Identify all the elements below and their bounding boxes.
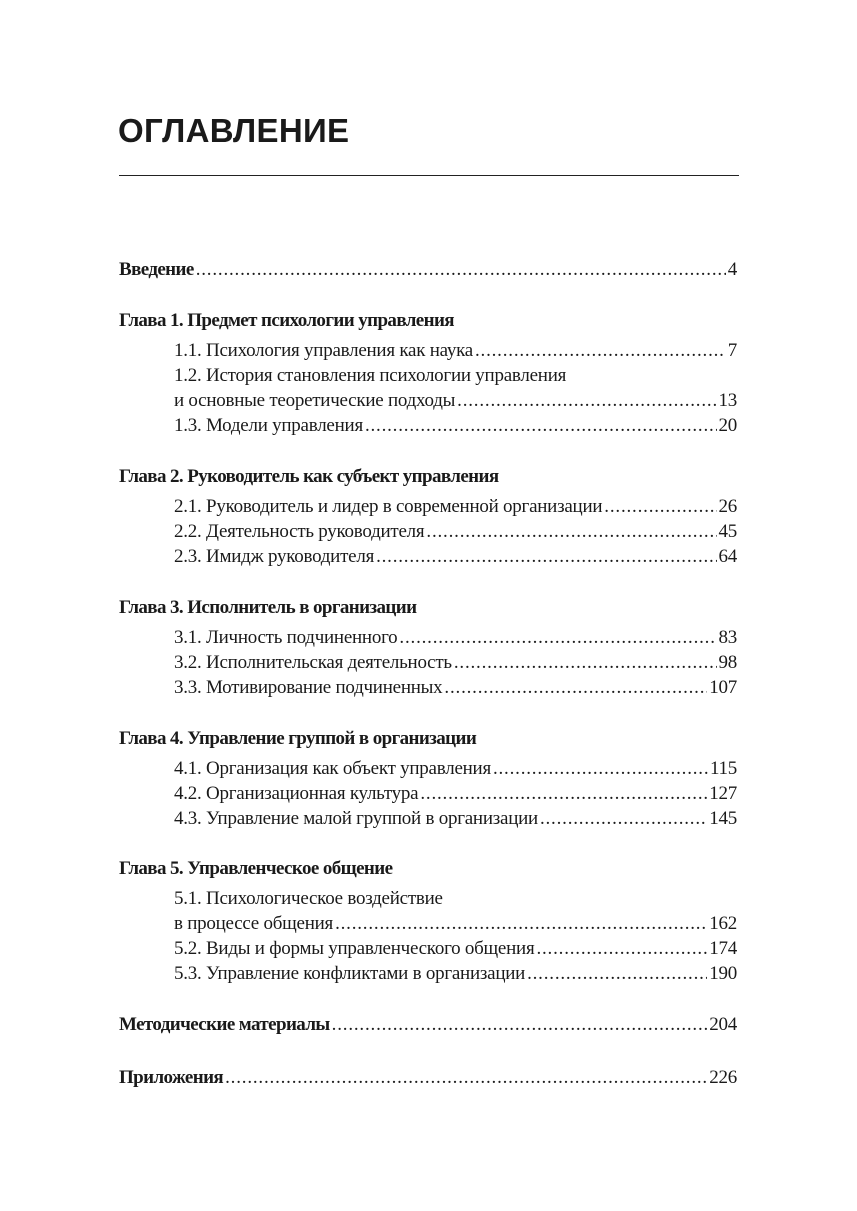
toc-entry-intro[interactable] <box>119 257 737 282</box>
chapter-heading[interactable]: Глава 4. Управление группой в организации <box>119 728 477 749</box>
entry-page: 115 <box>709 758 737 779</box>
entry-title: 4.1. Организация как объект управления <box>174 758 491 779</box>
toc-entry[interactable] <box>119 806 737 831</box>
chapter-heading[interactable]: Глава 3. Исполнитель в организации <box>119 597 417 618</box>
toc-entry[interactable] <box>119 781 737 806</box>
chapter-2 <box>119 464 737 569</box>
entry-page: 7 <box>727 340 737 361</box>
entry-page: 98 <box>718 652 737 673</box>
entry-page: 162 <box>709 913 737 934</box>
dot-leader <box>457 388 716 413</box>
dot-leader <box>540 806 707 831</box>
chapter-4 <box>119 726 737 831</box>
toc-entry[interactable] <box>119 338 737 363</box>
entry-title: 3.3. Мотивирование подчиненных <box>174 677 443 698</box>
page-title: ОГЛАВЛЕНИЕ <box>118 112 350 149</box>
entry-title: 4.2. Организационная культура <box>174 783 419 804</box>
entry-page: 190 <box>709 963 737 984</box>
entry-page: 64 <box>718 546 737 567</box>
entry-page: 83 <box>718 627 737 648</box>
dot-leader <box>420 781 707 806</box>
chapter-1 <box>119 308 737 438</box>
toc-entry[interactable] <box>119 413 737 438</box>
entry-title: Методические материалы <box>119 1014 330 1035</box>
entry-title: 2.2. Деятельность руководителя <box>174 521 425 542</box>
entry-title: в процессе общения <box>174 913 334 934</box>
toc-entry[interactable] <box>119 936 737 961</box>
toc-entry-methods[interactable] <box>119 1012 737 1037</box>
table-of-contents <box>119 257 737 1090</box>
entry-page: 20 <box>718 415 737 436</box>
dot-leader <box>376 544 716 569</box>
dot-leader <box>426 519 716 544</box>
entry-title: и основные теоретические подходы <box>174 390 456 411</box>
entry-page: 107 <box>709 677 737 698</box>
entry-title: Введение <box>119 259 194 280</box>
entry-title: 5.2. Виды и формы управленческого общения <box>174 938 535 959</box>
dot-leader <box>225 1065 707 1090</box>
entry-title: 5.1. Психологическое воздействие <box>174 888 443 909</box>
dot-leader <box>444 675 707 700</box>
chapter-heading[interactable]: Глава 2. Руководитель как субъект управления <box>119 466 499 487</box>
entry-page: 45 <box>718 521 737 542</box>
toc-entry[interactable] <box>119 494 737 519</box>
entry-title: 3.2. Исполнительская деятельность <box>174 652 452 673</box>
dot-leader <box>493 756 708 781</box>
toc-entry[interactable] <box>119 388 737 413</box>
title-rule <box>119 175 739 176</box>
toc-entry-line1[interactable] <box>119 886 737 911</box>
dot-leader <box>536 936 707 961</box>
toc-entry[interactable] <box>119 756 737 781</box>
toc-entry[interactable] <box>119 911 737 936</box>
entry-page: 4 <box>727 259 737 280</box>
entry-page: 174 <box>709 938 737 959</box>
dot-leader <box>365 413 717 438</box>
entry-title: 1.1. Психология управления как наука <box>174 340 473 361</box>
entry-title: 4.3. Управление малой группой в организации <box>174 808 538 829</box>
toc-entry[interactable] <box>119 544 737 569</box>
toc-entry[interactable] <box>119 625 737 650</box>
entry-title: 3.1. Личность подчиненного <box>174 627 398 648</box>
dot-leader <box>399 625 716 650</box>
entry-title: 5.3. Управление конфликтами в организации <box>174 963 526 984</box>
dot-leader <box>332 1012 708 1037</box>
entry-page: 226 <box>709 1067 737 1088</box>
entry-title: 1.3. Модели управления <box>174 415 363 436</box>
entry-page: 204 <box>709 1014 737 1035</box>
dot-leader <box>604 494 716 519</box>
chapter-heading[interactable]: Глава 1. Предмет психологии управления <box>119 310 454 331</box>
entry-page: 127 <box>709 783 737 804</box>
entry-title: 1.2. История становления психологии управления <box>174 365 567 386</box>
entry-page: 145 <box>709 808 737 829</box>
chapter-5 <box>119 856 737 986</box>
toc-entry-line1[interactable] <box>119 363 737 388</box>
entry-title: Приложения <box>119 1067 224 1088</box>
toc-entry[interactable] <box>119 650 737 675</box>
toc-entry-appendix[interactable] <box>119 1065 737 1090</box>
chapter-heading[interactable]: Глава 5. Управленческое общение <box>119 858 393 879</box>
entry-page: 13 <box>718 390 737 411</box>
toc-entry[interactable] <box>119 519 737 544</box>
toc-entry[interactable] <box>119 675 737 700</box>
dot-leader <box>196 257 726 282</box>
entry-page: 26 <box>718 496 737 517</box>
toc-entry[interactable] <box>119 961 737 986</box>
dot-leader <box>475 338 726 363</box>
entry-title: 2.1. Руководитель и лидер в современной организации <box>174 496 603 517</box>
dot-leader <box>335 911 707 936</box>
entry-title: 2.3. Имидж руководителя <box>174 546 375 567</box>
chapter-3 <box>119 595 737 700</box>
dot-leader <box>454 650 717 675</box>
dot-leader <box>527 961 707 986</box>
